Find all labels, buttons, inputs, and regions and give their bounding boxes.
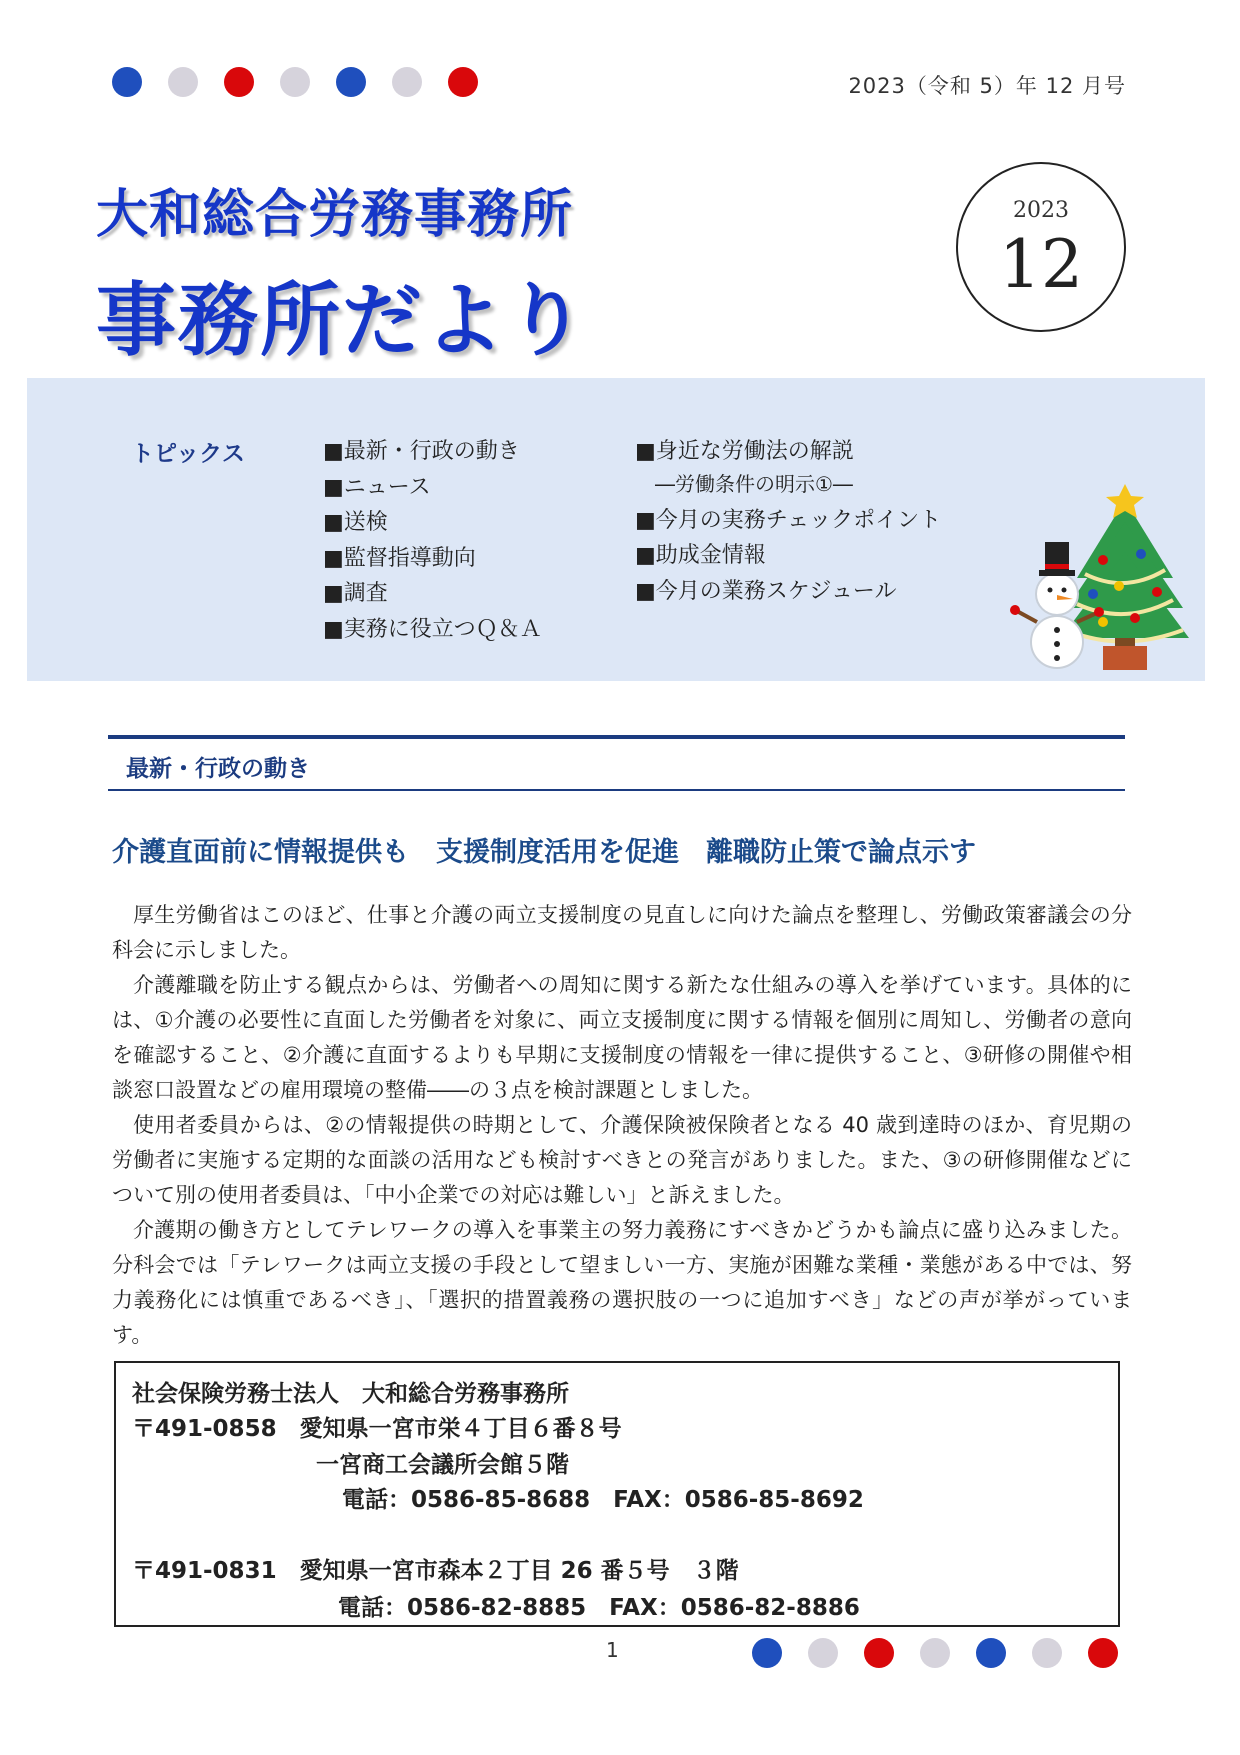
office-name: 大和総合労務事務所 (96, 185, 574, 245)
article-paragraph: 介護離職を防止する観点からは、労働者への周知に関する新たな仕組みの導入を挙げています。具体的には、①介護の必要性に直面した労働者を対象に、両立支援制度に関する情報を個別に周知し、労働者の意向を確認すること、②介護に直面するよりも早期に支援制度の情報を一律に提供すること、③研修の開催や相談窓口設置などの雇用環境の整備――の３点を検討課題としました。 (112, 973, 1132, 1102)
topic-item: ■監督指導動向 (323, 545, 476, 571)
contact-box (114, 1361, 1120, 1627)
dot-gray (280, 67, 310, 97)
contact-office1-phone-fax: 電話：0586-85-8688 FAX：0586-85-8692 (342, 1487, 864, 1513)
contact-office1-address: 〒491-0858 愛知県一宮市栄４丁目６番８号 (132, 1416, 622, 1442)
contact-org: 社会保険労務士法人 大和総合労務事務所 (132, 1381, 569, 1407)
contact-office2-phone-fax: 電話：0586-82-8885 FAX：0586-82-8886 (338, 1595, 860, 1621)
top-dot-row (112, 67, 478, 97)
page-number: 1 (606, 1638, 619, 1662)
article-paragraph: 厚生労働省はこのほど、仕事と介護の両立支援制度の見直しに向けた論点を整理し、労働政策審議会の分科会に示しました。 (112, 903, 1132, 962)
contact-office1-building: 一宮商工会議所会館５階 (316, 1452, 569, 1478)
topic-item: ■身近な労働法の解説 (635, 439, 854, 464)
dot-gray (168, 67, 198, 97)
topics-panel (27, 378, 1205, 681)
topic-item: ■送検 (323, 510, 388, 535)
bottom-dot-row (752, 1638, 1118, 1668)
topic-item: ■今月の業務スケジュール (635, 578, 897, 604)
dot-red (1088, 1638, 1118, 1668)
issue-badge-year: 2023 (1013, 198, 1069, 223)
dot-blue (976, 1638, 1006, 1668)
topic-item: ■実務に役立つＱ＆Ａ (323, 616, 542, 642)
article-paragraph: 使用者委員からは、②の情報提供の時期として、介護保険被保険者となる 40 歳到達時のほか、育児期の労働者に実施する定期的な面談の活用なども検討すべきとの発言がありました。また、③の研修開催などについて別の使用者委員は、「中小企業での対応は難しい」と訴えました。 (112, 1113, 1132, 1207)
topic-item: ■助成金情報 (635, 543, 766, 568)
topic-item: ■ニュース (323, 474, 431, 500)
newsletter-title: 事務所だより (96, 274, 588, 367)
article-title: 介護直面前に情報提供も 支援制度活用を促進 離職防止策で論点示す (112, 837, 976, 868)
dot-blue (752, 1638, 782, 1668)
topic-item: ■最新・行政の動き (323, 439, 520, 464)
dot-gray (808, 1638, 838, 1668)
dot-gray (1032, 1638, 1062, 1668)
topics-label: トピックス (131, 441, 245, 467)
issue-badge-month: 12 (999, 226, 1083, 303)
dot-red (448, 67, 478, 97)
dot-red (864, 1638, 894, 1668)
topics-column-2 (635, 434, 941, 609)
snowman-and-christmas-tree-illustration (1007, 482, 1197, 672)
contact-office2-address: 〒491-0831 愛知県一宮市森本２丁目 26 番５号 ３階 (132, 1558, 739, 1584)
topic-subitem: ―労働条件の明示①― (655, 471, 853, 496)
dot-gray (920, 1638, 950, 1668)
topic-item: ■調査 (323, 581, 388, 606)
topics-column-1 (323, 434, 542, 647)
dot-blue (336, 67, 366, 97)
dot-red (224, 67, 254, 97)
dot-blue (112, 67, 142, 97)
article-body (112, 898, 1132, 1353)
issue-date: 2023（令和 5）年 12 月号 (848, 74, 1126, 98)
topic-item: ■今月の実務チェックポイント (635, 507, 942, 533)
section-heading-text: 最新・行政の動き (126, 756, 310, 782)
section-heading (108, 735, 1125, 791)
issue-badge (956, 162, 1126, 332)
dot-gray (392, 67, 422, 97)
article-paragraph: 介護期の働き方としてテレワークの導入を事業主の努力義務にすべきかどうかも論点に盛り込みました。分科会では「テレワークは両立支援の手段として望ましい一方、実施が困難な業種・業態がある中では、努力義務化には慎重であるべき」、「選択的措置義務の選択肢の一つに追加すべき」などの声が挙がっています。 (112, 1218, 1132, 1347)
